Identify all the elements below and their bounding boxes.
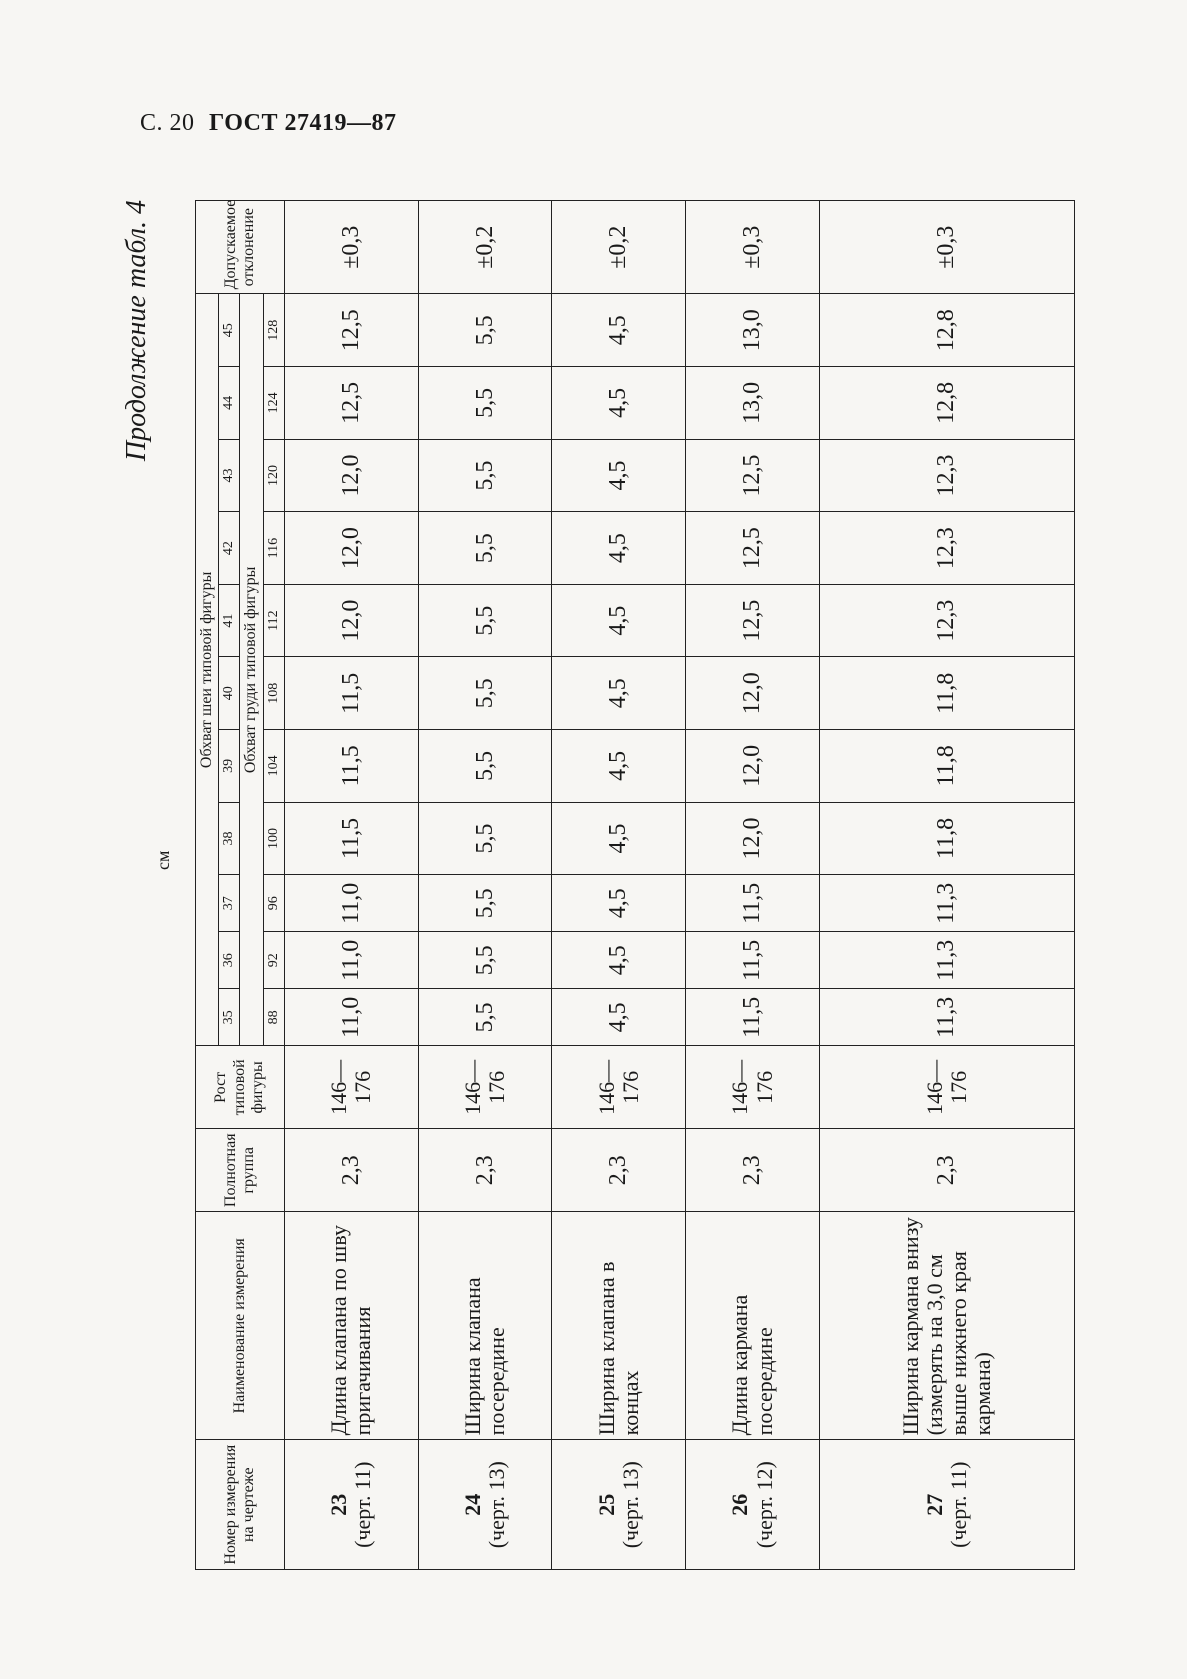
value-cell: 11,5: [686, 875, 820, 932]
value-cell: 4,5: [552, 875, 686, 932]
measure-name-cell: Ширина кармана внизу (измерять на 3,0 см выше нижнего края кармана): [819, 1212, 1074, 1440]
standard-title: ГОСТ 27419—87: [209, 110, 397, 136]
value-cell: 12,5: [686, 439, 820, 512]
value-cell: 4,5: [552, 439, 686, 512]
value-cell: 11,5: [284, 802, 418, 875]
neck-size-cell: 45: [219, 294, 240, 367]
col-neck: Обхват шеи типовой фигуры: [196, 294, 219, 1046]
value-cell: 5,5: [418, 989, 552, 1046]
page-number: С. 20: [140, 110, 195, 136]
value-cell: 12,0: [284, 512, 418, 585]
value-cell: 4,5: [552, 512, 686, 585]
tolerance-cell: ±0,3: [284, 201, 418, 294]
value-cell: 11,3: [819, 875, 1074, 932]
measure-name-cell: Длина клапана по шву пригачивания: [284, 1212, 418, 1440]
value-cell: 11,0: [284, 932, 418, 989]
value-cell: 5,5: [418, 932, 552, 989]
neck-size-cell: 43: [219, 439, 240, 512]
height-cell: 146—176: [284, 1046, 418, 1129]
neck-size-cell: 39: [219, 730, 240, 803]
value-cell: 12,0: [284, 584, 418, 657]
col-height: Рост типовой фигуры: [196, 1046, 285, 1129]
chest-size-cell: 112: [263, 584, 284, 657]
value-cell: 5,5: [418, 367, 552, 440]
value-cell: 12,3: [819, 439, 1074, 512]
value-cell: 5,5: [418, 584, 552, 657]
value-cell: 11,5: [686, 989, 820, 1046]
value-cell: 12,5: [284, 294, 418, 367]
table-row: [552, 201, 686, 1570]
fullness-cell: 2,3: [284, 1129, 418, 1212]
value-cell: 12,8: [819, 294, 1074, 367]
table-header: [196, 201, 285, 1570]
value-cell: 12,5: [686, 512, 820, 585]
height-cell: 146—176: [418, 1046, 552, 1129]
fullness-cell: 2,3: [552, 1129, 686, 1212]
value-cell: 11,8: [819, 802, 1074, 875]
measure-name-cell: Ширина клапана в концах: [552, 1212, 686, 1440]
fullness-cell: 2,3: [819, 1129, 1074, 1212]
col-fullness: Полнотная группа: [196, 1129, 285, 1212]
value-cell: 4,5: [552, 730, 686, 803]
chest-size-cell: 116: [263, 512, 284, 585]
fullness-cell: 2,3: [686, 1129, 820, 1212]
col-name: Наименование измерения: [196, 1212, 285, 1440]
unit-label: см: [153, 850, 173, 870]
tolerance-cell: ±0,2: [418, 201, 552, 294]
col-chest: Обхват груди типовой фигуры: [240, 294, 263, 1046]
neck-size-cell: 41: [219, 584, 240, 657]
table-row: [418, 201, 552, 1570]
tolerance-cell: ±0,3: [819, 201, 1074, 294]
value-cell: 11,3: [819, 932, 1074, 989]
value-cell: 12,0: [284, 439, 418, 512]
value-cell: 11,0: [284, 989, 418, 1046]
value-cell: 4,5: [552, 802, 686, 875]
value-cell: 11,8: [819, 730, 1074, 803]
measure-number-cell: 23 (черт. 11): [284, 1440, 418, 1570]
height-cell: 146—176: [819, 1046, 1074, 1129]
neck-size-cell: 42: [219, 512, 240, 585]
measure-number-cell: 25 (черт. 13): [552, 1440, 686, 1570]
value-cell: 5,5: [418, 439, 552, 512]
value-cell: 5,5: [418, 294, 552, 367]
table-row: [819, 201, 1074, 1570]
value-cell: 12,5: [686, 584, 820, 657]
tolerance-cell: ±0,2: [552, 201, 686, 294]
chest-size-cell: 100: [263, 802, 284, 875]
chest-size-cell: 128: [263, 294, 284, 367]
neck-size-cell: 40: [219, 657, 240, 730]
value-cell: 11,5: [284, 730, 418, 803]
value-cell: 5,5: [418, 512, 552, 585]
measure-number-cell: 24 (черт. 13): [418, 1440, 552, 1570]
chest-size-cell: 92: [263, 932, 284, 989]
value-cell: 4,5: [552, 294, 686, 367]
neck-size-cell: 36: [219, 932, 240, 989]
table-row: [686, 201, 820, 1570]
value-cell: 11,3: [819, 989, 1074, 1046]
neck-size-cell: 37: [219, 875, 240, 932]
col-number: Номер измерения на чертеже: [196, 1440, 285, 1570]
value-cell: 11,8: [819, 657, 1074, 730]
measure-number-cell: 27 (черт. 11): [819, 1440, 1074, 1570]
table-caption: Продолжение табл. 4: [121, 200, 152, 462]
value-cell: 4,5: [552, 367, 686, 440]
measurements-table: [195, 200, 1075, 1570]
value-cell: 13,0: [686, 367, 820, 440]
chest-size-cell: 88: [263, 989, 284, 1046]
value-cell: 12,5: [284, 367, 418, 440]
page-header: [140, 110, 397, 137]
value-cell: 4,5: [552, 584, 686, 657]
table-body: [284, 201, 1074, 1570]
value-cell: 11,5: [284, 657, 418, 730]
fullness-cell: 2,3: [418, 1129, 552, 1212]
measure-name-cell: Ширина клапана посередине: [418, 1212, 552, 1440]
value-cell: 12,0: [686, 657, 820, 730]
value-cell: 12,3: [819, 584, 1074, 657]
chest-size-cell: 96: [263, 875, 284, 932]
chest-size-cell: 124: [263, 367, 284, 440]
measure-number-cell: 26 (черт. 12): [686, 1440, 820, 1570]
value-cell: 4,5: [552, 989, 686, 1046]
chest-size-cell: 108: [263, 657, 284, 730]
value-cell: 12,0: [686, 802, 820, 875]
value-cell: 12,8: [819, 367, 1074, 440]
value-cell: 5,5: [418, 802, 552, 875]
neck-size-cell: 38: [219, 802, 240, 875]
value-cell: 5,5: [418, 875, 552, 932]
tolerance-cell: ±0,3: [686, 201, 820, 294]
value-cell: 12,3: [819, 512, 1074, 585]
chest-size-cell: 104: [263, 730, 284, 803]
chest-size-cell: 120: [263, 439, 284, 512]
value-cell: 5,5: [418, 657, 552, 730]
value-cell: 5,5: [418, 730, 552, 803]
neck-size-cell: 35: [219, 989, 240, 1046]
height-cell: 146—176: [686, 1046, 820, 1129]
table-row: [284, 201, 418, 1570]
value-cell: 11,5: [686, 932, 820, 989]
neck-size-cell: 44: [219, 367, 240, 440]
value-cell: 4,5: [552, 657, 686, 730]
rotated-table-block: [121, 199, 1075, 1570]
value-cell: 4,5: [552, 932, 686, 989]
col-tolerance: Допускаемое отклонение: [196, 201, 285, 294]
height-cell: 146—176: [552, 1046, 686, 1129]
value-cell: 13,0: [686, 294, 820, 367]
value-cell: 11,0: [284, 875, 418, 932]
measure-name-cell: Длина кармана посередине: [686, 1212, 820, 1440]
value-cell: 12,0: [686, 730, 820, 803]
